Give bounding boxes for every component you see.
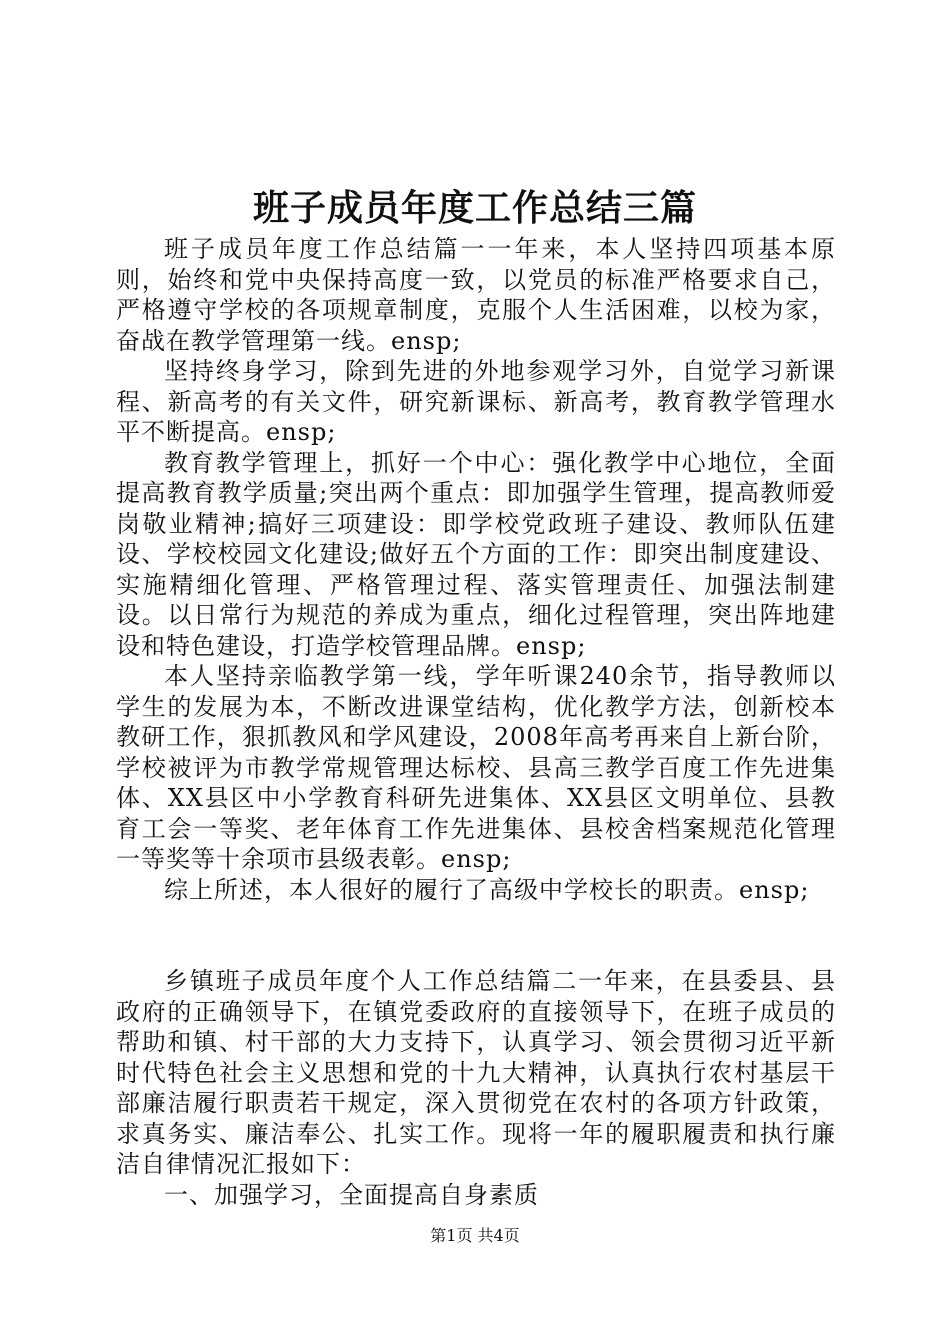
paragraph-7: 一、加强学习，全面提高自身素质 — [164, 1180, 539, 1209]
paragraph-4: 本人坚持亲临教学第一线，学年听课240余节，指导教师以学生的发展为本，不断改进课堂结构，优化教学方法，创新校本教研工作，狠抓教风和学风建设，2008年高考再来自上新台阶，学校被评为市教学常规管理达标校、县高三教学百度工作先进集体、XX县区中小学教育科研先进集体、XX县区文明单位、县教育工会一等奖、老年体育工作先进集体、县校舍档案规范化管理一等奖等十余项市县级表彰。ensp; — [116, 662, 836, 873]
paragraph-6: 乡镇班子成员年度个人工作总结篇二一年来，在县委县、县政府的正确领导下，在镇党委政府的直接领导下，在班子成员的帮助和镇、村干部的大力支持下，认真学习、领会贯彻习近平新时代特色社会主义思想和党的十九大精神，认真执行农村基层干部廉洁履行职责若干规定，深入贯彻党在农村的各项方针政策，求真务实、廉洁奉公、扎实工作。现将一年的履职履责和执行廉洁自律情况汇报如下： — [116, 967, 836, 1178]
document-body — [116, 234, 836, 1210]
paragraph-1: 班子成员年度工作总结篇一一年来，本人坚持四项基本原则，始终和党中央保持高度一致，以党员的标准严格要求自己，严格遵守学校的各项规章制度，克服个人生活困难，以校为家，奋战在教学管理第一线。ensp; — [116, 235, 836, 355]
paragraph-3: 教育教学管理上，抓好一个中心：强化教学中心地位，全面提高教育教学质量;突出两个重点：即加强学生管理，提高教师爱岗敬业精神;搞好三项建设：即学校党政班子建设、教师队伍建设、学校校园文化建设;做好五个方面的工作：即突出制度建设、实施精细化管理、严格管理过程、落实管理责任、加强法制建设。以日常行为规范的养成为重点，细化过程管理，突出阵地建设和特色建设，打造学校管理品牌。ensp; — [116, 448, 836, 660]
page-footer: 第1页 共4页 — [430, 1226, 520, 1245]
paragraph-5: 综上所述，本人很好的履行了高级中学校长的职责。ensp; — [164, 875, 810, 904]
paragraph-2: 坚持终身学习，除到先进的外地参观学习外，自觉学习新课程、新高考的有关文件，研究新课标、新高考，教育教学管理水平不断提高。ensp; — [116, 357, 836, 446]
document-title: 班子成员年度工作总结三篇 — [252, 187, 697, 229]
section-gap — [116, 905, 836, 966]
